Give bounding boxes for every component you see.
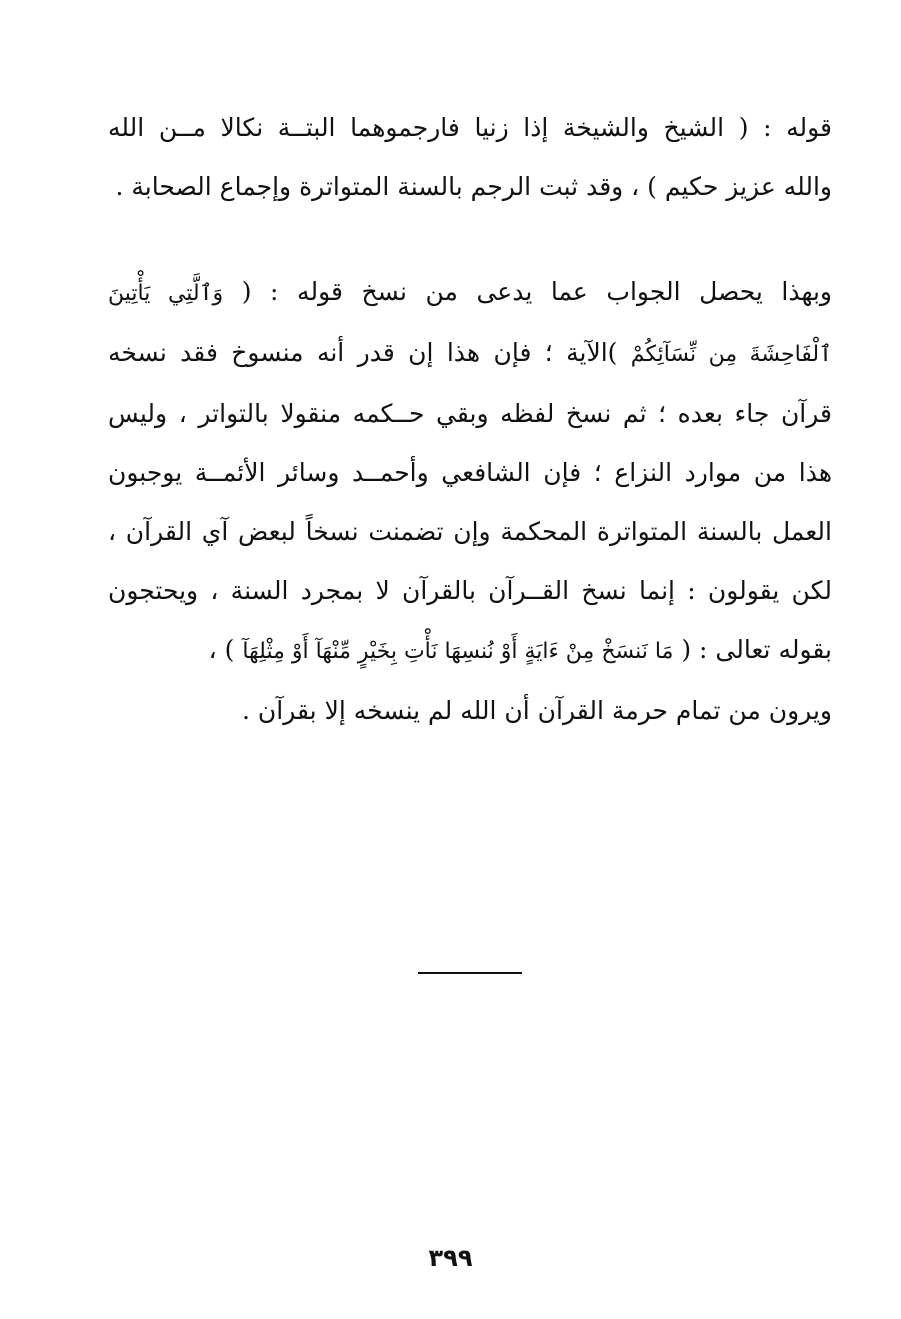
- line-text-after: )الآية ؛ فإن هذا إن قدر أنه منسوخ فقد نسخه: [108, 338, 631, 367]
- paragraph-2-line-6: [108, 561, 832, 620]
- line-text: قرآن جاء بعده ؛ ثم نسخ لفظه وبقي حــكمه منقولا بالتواتر ، وليس: [108, 399, 832, 428]
- paragraph-2-line-4: [108, 443, 832, 502]
- quran-verse: مَا نَنسَخْ مِنْ ءَايَةٍ أَوْ نُنسِهَا نَأْتِ بِخَيْرٍ مِّنْهَآ أَوْ مِثْلِهَآ: [242, 639, 674, 664]
- paragraph-2-line-1: [108, 262, 832, 323]
- quran-verse: وَٱلَّتِي يَأْتِينَ: [108, 281, 224, 306]
- paragraph-1: [108, 98, 832, 216]
- line-text-after: ) ،: [208, 635, 243, 664]
- line-text-before: بقوله تعالى : (: [673, 635, 832, 664]
- line-text: لكن يقولون : إنما نسخ القــرآن بالقرآن لا بمجرد السنة ، ويحتجون: [108, 576, 832, 605]
- paragraph-1-line-1: قوله : ( الشيخ والشيخة إذا زنيا فارجموهما البتــة نكالا مــن الله: [108, 113, 832, 142]
- paragraph-2: [108, 262, 832, 740]
- line-text-before: وبهذا يحصل الجواب عما يدعى من نسخ قوله : (: [223, 277, 832, 306]
- paragraph-2-line-8: [108, 681, 832, 740]
- paragraph-2-line-3: [108, 384, 832, 443]
- line-text: ويرون من تمام حرمة القرآن أن الله لم ينسخه إلا بقرآن .: [242, 696, 832, 725]
- footnote-separator: [418, 972, 522, 974]
- paragraph-2-line-7: [108, 620, 832, 681]
- page-number: ٣٩٩: [428, 1244, 473, 1272]
- line-text: هذا من موارد النزاع ؛ فإن الشافعي وأحمــد وسائر الأئمــة يوجبون: [108, 458, 832, 487]
- line-text: العمل بالسنة المتواترة المحكمة وإن تضمنت نسخاً لبعض آي القرآن ،: [108, 517, 832, 546]
- quran-verse: ٱلْفَاحِشَةَ مِن نِّسَآئِكُمْ: [630, 342, 832, 367]
- paragraph-2-line-5: [108, 502, 832, 561]
- paragraph-1-line-2: والله عزيز حكيم ) ، وقد ثبت الرجم بالسنة المتواترة وإجماع الصحابة .: [115, 172, 832, 201]
- paragraph-2-line-2: [108, 323, 832, 384]
